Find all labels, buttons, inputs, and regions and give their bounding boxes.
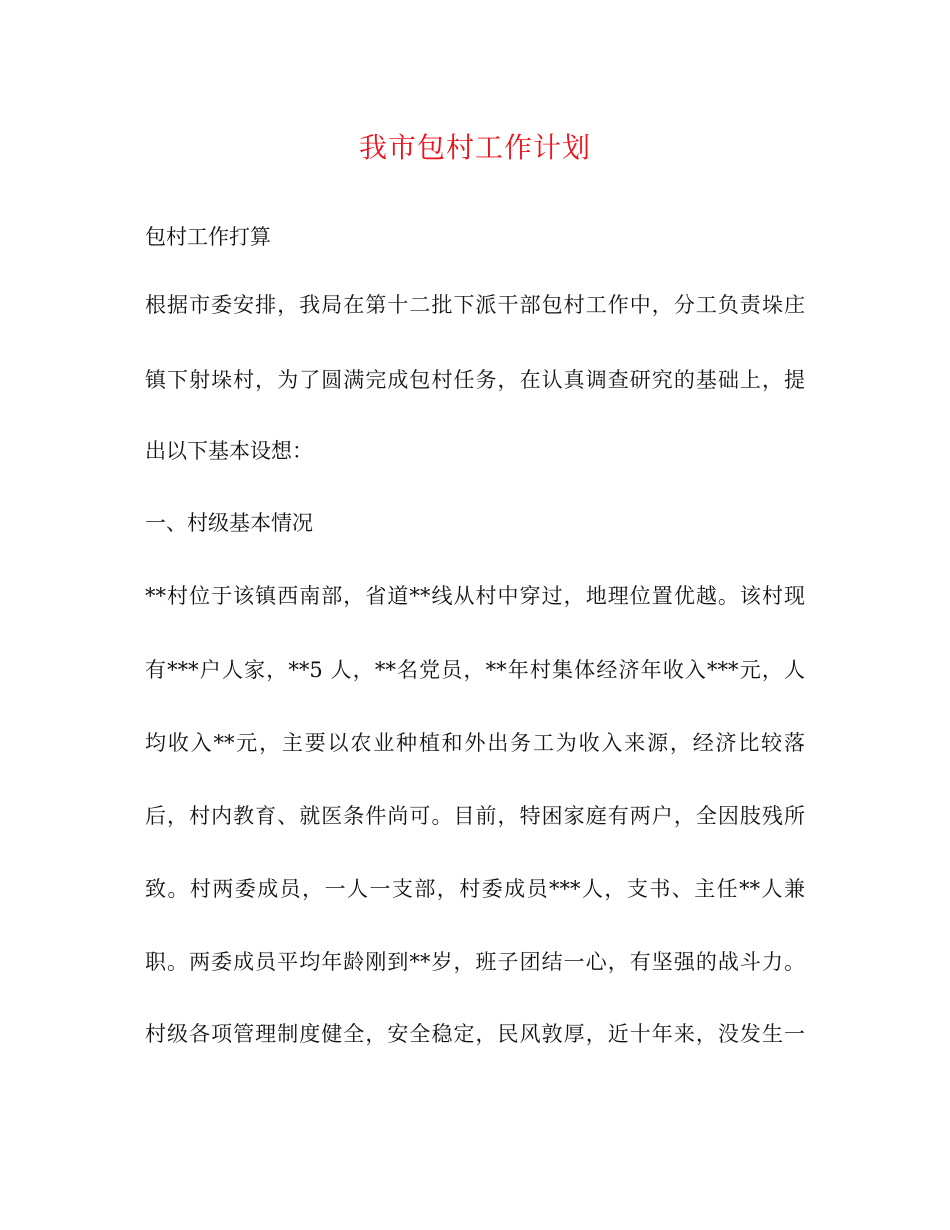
paragraph-line: 有***户人家，**5 人，**名党员，**年村集体经济年收入***元，人 [145,658,805,682]
paragraph-line: 均收入**元，主要以农业种植和外出务工为收入来源，经济比较落 [145,731,805,755]
paragraph-line: 镇下射垛村，为了圆满完成包村任务，在认真调查研究的基础上，提 [145,368,805,392]
paragraph-line: 职。两委成员平均年龄刚到**岁，班子团结一心，有坚强的战斗力。 [145,950,805,974]
paragraph-line: 后，村内教育、就医条件尚可。目前，特困家庭有两户，全因肢残所 [145,804,805,828]
paragraph-line: 村级各项管理制度健全，安全稳定，民风敦厚，近十年来，没发生一 [145,1022,805,1046]
section-heading: 包村工作打算 [145,225,271,249]
paragraph-line: 致。村两委成员，一人一支部，村委成员***人，支书、主任**人兼 [145,877,805,901]
section-heading: 一、村级基本情况 [145,511,313,535]
document-title: 我市包村工作计划 [358,131,591,164]
paragraph-line: 根据市委安排，我局在第十二批下派干部包村工作中，分工负责垛庄 [145,293,805,317]
paragraph-line: 出以下基本设想： [145,439,313,463]
paragraph-line: **村位于该镇西南部，省道**线从村中穿过，地理位置优越。该村现 [145,584,805,608]
